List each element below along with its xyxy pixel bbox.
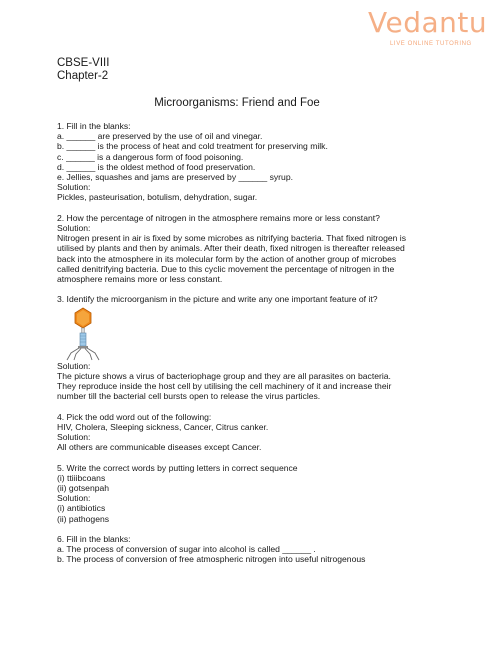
- text-line: Pickles, pasteurisation, botulism, dehydration, sugar.: [57, 192, 258, 203]
- text-line: Solution:: [57, 223, 91, 234]
- page-title: Microorganisms: Friend and Foe: [154, 97, 320, 109]
- document-body: [57, 121, 417, 565]
- text-line: atmosphere remains more or less constant.: [57, 274, 223, 285]
- text-line: back into the atmosphere in its molecular form by the action of another group of microbes: [57, 253, 397, 264]
- board-label: CBSE-VIII: [57, 57, 110, 69]
- text-line: b. ______ is the process of heat and cold treatment for preserving milk.: [57, 141, 328, 152]
- question-6: [57, 534, 417, 565]
- bacteriophage-image: [57, 305, 417, 361]
- text-line: Solution:: [57, 182, 91, 193]
- text-line: All others are communicable diseases except Cancer.: [57, 442, 262, 453]
- text-line: called denitrifying bacteria. Due to this cyclic movement the percentage of nitrogen in the: [57, 263, 395, 274]
- text-line: (ii) pathogens: [57, 513, 110, 524]
- text-line: e. Jellies, squashes and jams are preserved by ______ syrup.: [57, 172, 293, 183]
- text-line: 3. Identify the microorganism in the picture and write any one important feature of it?: [57, 294, 378, 305]
- question-1: [57, 121, 417, 203]
- text-line: HIV, Cholera, Sleeping sickness, Cancer, Citrus canker.: [57, 421, 269, 432]
- chapter-label: Chapter-2: [57, 70, 109, 82]
- text-line: a. ______ are preserved by the use of oil and vinegar.: [57, 131, 263, 142]
- text-line: (i) antibiotics: [57, 503, 106, 514]
- question-2: [57, 213, 417, 284]
- text-line: 2. How the percentage of nitrogen in the atmosphere remains more or less constant?: [57, 212, 380, 223]
- text-line: Nitrogen present in air is fixed by some microbes as nitrifying bacteria. That fixed nitrogen is: [57, 233, 407, 244]
- logo-tagline: LIVE ONLINE TUTORING: [390, 41, 472, 47]
- text-line: (ii) gotsenpah: [57, 483, 110, 494]
- text-line: Solution:: [57, 432, 91, 443]
- text-line: d. ______ is the oldest method of food preservation.: [57, 161, 256, 172]
- text-line: 5. Write the correct words by putting letters in correct sequence: [57, 462, 298, 473]
- bacteriophage-icon: [63, 307, 103, 361]
- text-line: a. The process of conversion of sugar into alcohol is called ______ .: [57, 544, 316, 555]
- vedantu-logo: [368, 6, 487, 54]
- logo-wordmark: Vedantu: [368, 6, 487, 39]
- text-line: c. ______ is a dangerous form of food poisoning.: [57, 151, 244, 162]
- question-3: [57, 294, 417, 401]
- text-line: b. The process of conversion of free atmospheric nitrogen into useful nitrogenous: [57, 554, 366, 565]
- question-4: [57, 412, 417, 453]
- text-line: Solution:: [57, 360, 91, 371]
- text-line: 6. Fill in the blanks:: [57, 534, 131, 545]
- text-line: number till the bacterial cell bursts open to release the virus particles.: [57, 391, 321, 402]
- text-line: utilised by plants and then by animals. After their death, fixed nitrogen is thereafter released: [57, 243, 405, 254]
- text-line: They reproduce inside the host cell by utilising the cell machinery of it and increase their: [57, 381, 392, 392]
- question-5: [57, 463, 417, 524]
- text-line: 1. Fill in the blanks:: [57, 121, 131, 131]
- text-line: The picture shows a virus of bacteriophage group and they are all parasites on bacteria.: [57, 370, 391, 381]
- text-line: 4. Pick the odd word out of the following:: [57, 411, 212, 422]
- text-line: (i) ttiiibcoans: [57, 472, 106, 483]
- text-line: Solution:: [57, 493, 91, 504]
